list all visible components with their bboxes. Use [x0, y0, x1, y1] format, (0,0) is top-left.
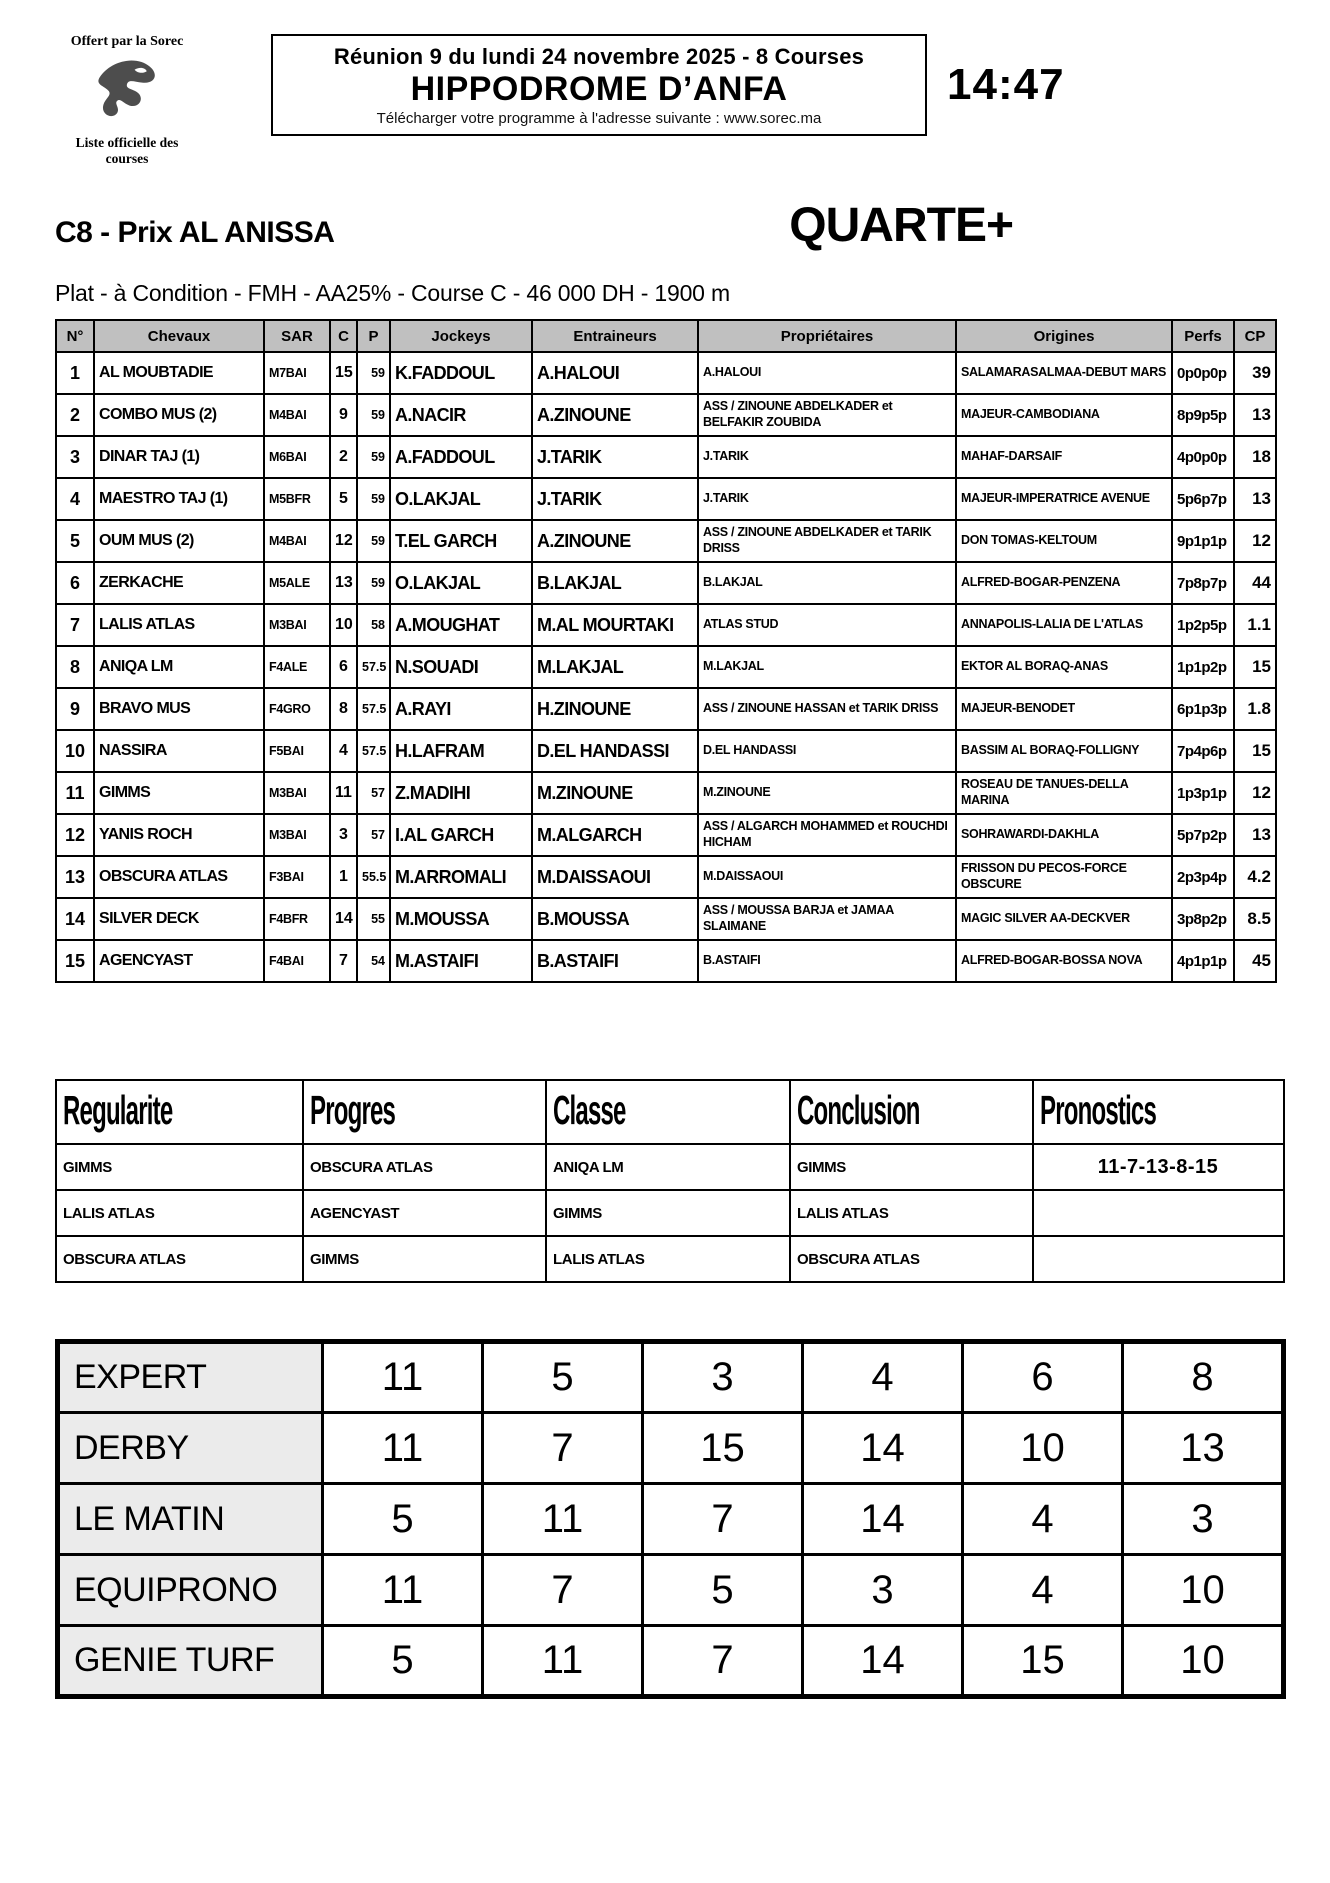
summary-regularite: LALIS ATLAS — [56, 1190, 303, 1236]
horse-name: OUM MUS (2) — [94, 520, 264, 562]
pronostic-pick-1: 11 — [323, 1555, 483, 1626]
summary-classe: ANIQA LM — [546, 1144, 790, 1190]
cp-value: 39 — [1234, 352, 1276, 394]
jockey-name: A.RAYI — [390, 688, 532, 730]
jockey-name: A.NACIR — [390, 394, 532, 436]
origins: MAJEUR-IMPERATRICE AVENUE — [956, 478, 1172, 520]
race-conditions: Plat - à Condition - FMH - AA25% - Course C - 46 000 DH - 1900 m — [55, 280, 730, 307]
table-row — [56, 520, 1276, 562]
pronostic-pick-6: 10 — [1123, 1555, 1284, 1626]
horse-number: 6 — [56, 562, 94, 604]
perfs: 5p7p2p — [1172, 814, 1234, 856]
horse-sar: M3BAI — [264, 772, 330, 814]
owner-name: J.TARIK — [698, 478, 956, 520]
pronostic-source: EXPERT — [58, 1342, 323, 1413]
table-row — [56, 478, 1276, 520]
horse-poids: 57 — [357, 772, 390, 814]
table-row — [56, 940, 1276, 982]
origins: ALFRED-BOGAR-BOSSA NOVA — [956, 940, 1172, 982]
trainer-name: J.TARIK — [532, 478, 698, 520]
summary-col-pronostics: Pronostics — [1033, 1080, 1284, 1144]
col-header-proprietaires: Propriétaires — [698, 320, 956, 352]
summary-col-classe: Classe — [546, 1080, 790, 1144]
table-row — [56, 604, 1276, 646]
horse-sar: M5BFR — [264, 478, 330, 520]
meeting-title: Réunion 9 du lundi 24 novembre 2025 - 8 Courses — [333, 44, 865, 69]
perfs: 1p1p2p — [1172, 646, 1234, 688]
horse-poids: 57.5 — [357, 688, 390, 730]
owner-name: B.LAKJAL — [698, 562, 956, 604]
pronostic-source: EQUIPRONO — [58, 1555, 323, 1626]
perfs: 3p8p2p — [1172, 898, 1234, 940]
pronostic-pick-1: 5 — [323, 1484, 483, 1555]
pronostic-row — [58, 1626, 1284, 1697]
col-header-jockeys: Jockeys — [390, 320, 532, 352]
horse-poids: 59 — [357, 394, 390, 436]
horse-corde: 8 — [330, 688, 357, 730]
pronostic-pick-4: 14 — [803, 1626, 963, 1697]
horse-corde: 1 — [330, 856, 357, 898]
col-header-num: N° — [56, 320, 94, 352]
pronostic-pick-1: 5 — [323, 1626, 483, 1697]
horse-corde: 4 — [330, 730, 357, 772]
race-title: C8 - Prix AL ANISSA — [55, 216, 335, 250]
horse-poids: 55.5 — [357, 856, 390, 898]
horse-corde: 10 — [330, 604, 357, 646]
jockey-name: T.EL GARCH — [390, 520, 532, 562]
col-header-origines: Origines — [956, 320, 1172, 352]
pronostic-pick-6: 10 — [1123, 1626, 1284, 1697]
table-row — [56, 394, 1276, 436]
table-row — [56, 898, 1276, 940]
table-row — [56, 856, 1276, 898]
horse-poids: 57 — [357, 814, 390, 856]
jockey-name: Z.MADIHI — [390, 772, 532, 814]
perfs: 2p3p4p — [1172, 856, 1234, 898]
pronostic-pick-4: 14 — [803, 1413, 963, 1484]
jockey-name: H.LAFRAM — [390, 730, 532, 772]
pronostic-pick-4: 14 — [803, 1484, 963, 1555]
pronostic-pick-3: 7 — [643, 1626, 803, 1697]
owner-name: ATLAS STUD — [698, 604, 956, 646]
cp-value: 4.2 — [1234, 856, 1276, 898]
horse-poids: 57.5 — [357, 646, 390, 688]
horse-name: SILVER DECK — [94, 898, 264, 940]
horse-poids: 59 — [357, 352, 390, 394]
cp-value: 15 — [1234, 730, 1276, 772]
trainer-name: D.EL HANDASSI — [532, 730, 698, 772]
pronostic-source: DERBY — [58, 1413, 323, 1484]
pronostic-row — [58, 1413, 1284, 1484]
summary-row — [56, 1236, 1284, 1282]
table-row — [56, 814, 1276, 856]
summary-conclusion: GIMMS — [790, 1144, 1033, 1190]
horse-poids: 57.5 — [357, 730, 390, 772]
meeting-header-box — [271, 34, 927, 136]
cp-value: 12 — [1234, 520, 1276, 562]
horse-number: 12 — [56, 814, 94, 856]
download-note: Télécharger votre programme à l'adresse suivante : www.sorec.ma — [376, 110, 822, 128]
owner-name: D.EL HANDASSI — [698, 730, 956, 772]
horse-name: GIMMS — [94, 772, 264, 814]
col-header-entraineurs: Entraineurs — [532, 320, 698, 352]
horse-sar: F3BAI — [264, 856, 330, 898]
pronostic-row — [58, 1342, 1284, 1413]
pronostic-pick-3: 5 — [643, 1555, 803, 1626]
horse-name: DINAR TAJ (1) — [94, 436, 264, 478]
origins: FRISSON DU PECOS-FORCE OBSCURE — [956, 856, 1172, 898]
trainer-name: A.ZINOUNE — [532, 520, 698, 562]
pronostic-pick-1: 11 — [323, 1413, 483, 1484]
jockey-name: M.MOUSSA — [390, 898, 532, 940]
jockey-name: O.LAKJAL — [390, 562, 532, 604]
trainer-name: J.TARIK — [532, 436, 698, 478]
horse-corde: 6 — [330, 646, 357, 688]
origins: SOHRAWARDI-DAKHLA — [956, 814, 1172, 856]
owner-name: ASS / ZINOUNE ABDELKADER et BELFAKIR ZOUBIDA — [698, 394, 956, 436]
cp-value: 8.5 — [1234, 898, 1276, 940]
horse-sar: F4ALE — [264, 646, 330, 688]
pronostics-table — [55, 1339, 1286, 1699]
trainer-name: H.ZINOUNE — [532, 688, 698, 730]
summary-classe: LALIS ATLAS — [546, 1236, 790, 1282]
cp-value: 1.8 — [1234, 688, 1276, 730]
pronostic-pick-5: 4 — [963, 1484, 1123, 1555]
pronostic-pick-2: 7 — [483, 1413, 643, 1484]
summary-col-progres: Progres — [303, 1080, 546, 1144]
horse-corde: 5 — [330, 478, 357, 520]
horse-corde: 9 — [330, 394, 357, 436]
perfs: 4p1p1p — [1172, 940, 1234, 982]
pronostic-pick-4: 4 — [803, 1342, 963, 1413]
horse-number: 8 — [56, 646, 94, 688]
bet-type-label: QUARTE+ — [789, 199, 1013, 253]
horse-corde: 14 — [330, 898, 357, 940]
pronostic-pick-6: 8 — [1123, 1342, 1284, 1413]
table-row — [56, 772, 1276, 814]
hippodrome-name: HIPPODROME D’ANFA — [410, 70, 788, 108]
logo-caption-bottom: Liste officielle des courses — [75, 135, 179, 166]
horse-number: 9 — [56, 688, 94, 730]
horse-poids: 58 — [357, 604, 390, 646]
pronostic-pick-2: 11 — [483, 1626, 643, 1697]
sorec-logo-block — [61, 34, 193, 166]
trainer-name: M.DAISSAOUI — [532, 856, 698, 898]
horse-sar: F4GRO — [264, 688, 330, 730]
col-header-perfs: Perfs — [1172, 320, 1234, 352]
horse-number: 11 — [56, 772, 94, 814]
trainer-name: B.ASTAIFI — [532, 940, 698, 982]
summary-conclusion: LALIS ATLAS — [790, 1190, 1033, 1236]
summary-row — [56, 1190, 1284, 1236]
horse-number: 5 — [56, 520, 94, 562]
horse-name: ZERKACHE — [94, 562, 264, 604]
cp-value: 15 — [1234, 646, 1276, 688]
horse-number: 10 — [56, 730, 94, 772]
table-row — [56, 646, 1276, 688]
pronostic-pick-2: 7 — [483, 1555, 643, 1626]
table-row — [56, 730, 1276, 772]
col-header-chevaux: Chevaux — [94, 320, 264, 352]
trainer-name: M.AL MOURTAKI — [532, 604, 698, 646]
table-row — [56, 352, 1276, 394]
horse-sar: M3BAI — [264, 604, 330, 646]
horse-name: OBSCURA ATLAS — [94, 856, 264, 898]
trainer-name: M.ZINOUNE — [532, 772, 698, 814]
owner-name: ASS / ZINOUNE ABDELKADER et TARIK DRISS — [698, 520, 956, 562]
cp-value: 1.1 — [1234, 604, 1276, 646]
col-header-p: P — [357, 320, 390, 352]
perfs: 5p6p7p — [1172, 478, 1234, 520]
horse-corde: 7 — [330, 940, 357, 982]
summary-regularite: OBSCURA ATLAS — [56, 1236, 303, 1282]
race-time: 14:47 — [947, 60, 1065, 109]
summary-col-conclusion: Conclusion — [790, 1080, 1033, 1144]
horse-corde: 13 — [330, 562, 357, 604]
cp-value: 45 — [1234, 940, 1276, 982]
summary-progres: AGENCYAST — [303, 1190, 546, 1236]
owner-name: M.LAKJAL — [698, 646, 956, 688]
horse-number: 14 — [56, 898, 94, 940]
horse-number: 1 — [56, 352, 94, 394]
horse-name: NASSIRA — [94, 730, 264, 772]
horse-sar: M4BAI — [264, 394, 330, 436]
pronostic-pick-2: 11 — [483, 1484, 643, 1555]
race-title-row — [55, 199, 1285, 253]
jockey-name: K.FADDOUL — [390, 352, 532, 394]
horse-number: 15 — [56, 940, 94, 982]
origins: ALFRED-BOGAR-PENZENA — [956, 562, 1172, 604]
horse-number: 13 — [56, 856, 94, 898]
origins: BASSIM AL BORAQ-FOLLIGNY — [956, 730, 1172, 772]
horse-number: 4 — [56, 478, 94, 520]
pronostic-row — [58, 1484, 1284, 1555]
horse-number: 7 — [56, 604, 94, 646]
jockey-name: N.SOUADI — [390, 646, 532, 688]
horse-name: MAESTRO TAJ (1) — [94, 478, 264, 520]
jockey-name: I.AL GARCH — [390, 814, 532, 856]
summary-regularite: GIMMS — [56, 1144, 303, 1190]
trainer-name: M.ALGARCH — [532, 814, 698, 856]
horse-sar: M3BAI — [264, 814, 330, 856]
horse-sar: F5BAI — [264, 730, 330, 772]
owner-name: B.ASTAIFI — [698, 940, 956, 982]
perfs: 9p1p1p — [1172, 520, 1234, 562]
perfs: 0p0p0p — [1172, 352, 1234, 394]
owner-name: ASS / ALGARCH MOHAMMED et ROUCHDI HICHAM — [698, 814, 956, 856]
summary-progres: GIMMS — [303, 1236, 546, 1282]
table-row — [56, 436, 1276, 478]
horse-poids: 59 — [357, 478, 390, 520]
horse-sar: M6BAI — [264, 436, 330, 478]
pronostic-pick-3: 15 — [643, 1413, 803, 1484]
jockey-name: O.LAKJAL — [390, 478, 532, 520]
horse-name: AGENCYAST — [94, 940, 264, 982]
horse-sar: M5ALE — [264, 562, 330, 604]
table-row — [56, 688, 1276, 730]
horse-name: AL MOUBTADIE — [94, 352, 264, 394]
horse-poids: 59 — [357, 562, 390, 604]
horse-number: 3 — [56, 436, 94, 478]
horse-corde: 12 — [330, 520, 357, 562]
summary-pronostic — [1033, 1190, 1284, 1236]
owner-name: A.HALOUI — [698, 352, 956, 394]
origins: MAGIC SILVER AA-DECKVER — [956, 898, 1172, 940]
perfs: 1p2p5p — [1172, 604, 1234, 646]
origins: ANNAPOLIS-LALIA DE L'ATLAS — [956, 604, 1172, 646]
col-header-cp: CP — [1234, 320, 1276, 352]
perfs: 4p0p0p — [1172, 436, 1234, 478]
cp-value: 44 — [1234, 562, 1276, 604]
owner-name: ASS / MOUSSA BARJA et JAMAA SLAIMANE — [698, 898, 956, 940]
summary-conclusion: OBSCURA ATLAS — [790, 1236, 1033, 1282]
horse-corde: 15 — [330, 352, 357, 394]
trainer-name: M.LAKJAL — [532, 646, 698, 688]
horse-sar: M7BAI — [264, 352, 330, 394]
horse-name: YANIS ROCH — [94, 814, 264, 856]
horse-number: 2 — [56, 394, 94, 436]
pronostic-pick-2: 5 — [483, 1342, 643, 1413]
origins: EKTOR AL BORAQ-ANAS — [956, 646, 1172, 688]
pronostic-row — [58, 1555, 1284, 1626]
owner-name: M.DAISSAOUI — [698, 856, 956, 898]
pronostic-pick-5: 4 — [963, 1555, 1123, 1626]
summary-classe: GIMMS — [546, 1190, 790, 1236]
horse-sar: F4BFR — [264, 898, 330, 940]
cp-value: 13 — [1234, 394, 1276, 436]
table-row — [56, 562, 1276, 604]
cp-value: 13 — [1234, 478, 1276, 520]
horse-corde: 11 — [330, 772, 357, 814]
origins: MAHAF-DARSAIF — [956, 436, 1172, 478]
jockey-name: A.FADDOUL — [390, 436, 532, 478]
horse-logo-icon — [61, 52, 193, 135]
summary-header-row — [56, 1080, 1284, 1144]
origins: MAJEUR-BENODET — [956, 688, 1172, 730]
horse-poids: 59 — [357, 436, 390, 478]
col-header-c: C — [330, 320, 357, 352]
horse-sar: F4BAI — [264, 940, 330, 982]
horse-sar: M4BAI — [264, 520, 330, 562]
page-header — [55, 34, 1285, 166]
pronostic-pick-5: 15 — [963, 1626, 1123, 1697]
owner-name: ASS / ZINOUNE HASSAN et TARIK DRISS — [698, 688, 956, 730]
horse-name: BRAVO MUS — [94, 688, 264, 730]
summary-row — [56, 1144, 1284, 1190]
cp-value: 18 — [1234, 436, 1276, 478]
perfs: 8p9p5p — [1172, 394, 1234, 436]
owner-name: J.TARIK — [698, 436, 956, 478]
perfs: 1p3p1p — [1172, 772, 1234, 814]
pronostic-pick-5: 10 — [963, 1413, 1123, 1484]
pronostic-pick-6: 13 — [1123, 1413, 1284, 1484]
perfs: 7p4p6p — [1172, 730, 1234, 772]
trainer-name: A.ZINOUNE — [532, 394, 698, 436]
pronostic-pick-3: 3 — [643, 1342, 803, 1413]
horse-poids: 55 — [357, 898, 390, 940]
pronostic-source: LE MATIN — [58, 1484, 323, 1555]
summary-progres: OBSCURA ATLAS — [303, 1144, 546, 1190]
cp-value: 13 — [1234, 814, 1276, 856]
jockey-name: M.ASTAIFI — [390, 940, 532, 982]
summary-pronostic: 11-7-13-8-15 — [1033, 1144, 1284, 1190]
origins: MAJEUR-CAMBODIANA — [956, 394, 1172, 436]
perfs: 6p1p3p — [1172, 688, 1234, 730]
horses-table — [55, 319, 1277, 983]
horse-name: COMBO MUS (2) — [94, 394, 264, 436]
origins: ROSEAU DE TANUES-DELLA MARINA — [956, 772, 1172, 814]
horse-name: ANIQA LM — [94, 646, 264, 688]
logo-caption-top: Offert par la Sorec — [70, 34, 184, 49]
perfs: 7p8p7p — [1172, 562, 1234, 604]
cp-value: 12 — [1234, 772, 1276, 814]
owner-name: M.ZINOUNE — [698, 772, 956, 814]
pronostic-pick-6: 3 — [1123, 1484, 1284, 1555]
pronostic-pick-4: 3 — [803, 1555, 963, 1626]
summary-col-regularite: Regularite — [56, 1080, 303, 1144]
pronostic-pick-1: 11 — [323, 1342, 483, 1413]
jockey-name: M.ARROMALI — [390, 856, 532, 898]
col-header-sar: SAR — [264, 320, 330, 352]
trainer-name: B.MOUSSA — [532, 898, 698, 940]
horse-name: LALIS ATLAS — [94, 604, 264, 646]
pronostic-pick-3: 7 — [643, 1484, 803, 1555]
horse-poids: 59 — [357, 520, 390, 562]
jockey-name: A.MOUGHAT — [390, 604, 532, 646]
pronostic-pick-5: 6 — [963, 1342, 1123, 1413]
summary-pronostic — [1033, 1236, 1284, 1282]
origins: DON TOMAS-KELTOUM — [956, 520, 1172, 562]
pronostic-source: GENIE TURF — [58, 1626, 323, 1697]
horse-corde: 3 — [330, 814, 357, 856]
horse-poids: 54 — [357, 940, 390, 982]
horses-table-header-row — [56, 320, 1276, 352]
summary-table — [55, 1079, 1285, 1283]
origins: SALAMARASALMAA-DEBUT MARS — [956, 352, 1172, 394]
horse-corde: 2 — [330, 436, 357, 478]
trainer-name: A.HALOUI — [532, 352, 698, 394]
trainer-name: B.LAKJAL — [532, 562, 698, 604]
